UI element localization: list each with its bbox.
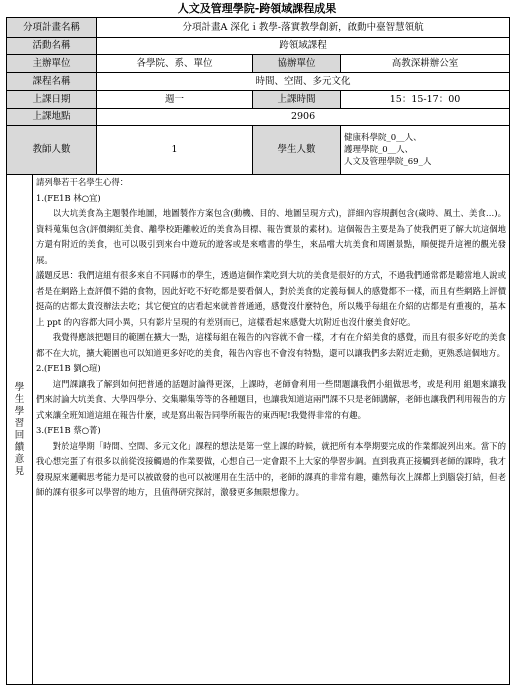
time-value: 15：15-17：00 — [341, 91, 510, 109]
teachers-label: 教師人數 — [7, 126, 97, 175]
plan-value: 分項計畫A 深化ｉ教學-落實教學創新，啟動中臺智慧領航 — [97, 18, 510, 38]
students-line: 護理學院_0__人、 — [344, 145, 414, 155]
organizer-row — [7, 55, 510, 73]
co-organizer-label: 協辦單位 — [253, 55, 341, 73]
feedback-paragraph: 我覺得應該把題目的範圍在擴大一點，這樣每組在報告的內容就不會一樣，才有在介紹美食的感覺，而且有很多好吃的美食都不在大坑，擴大範圍也可以知道更多好吃的美食，報告內容也不會沒有特點，還可以讓我們多去附近走動，更熟悉這個地方。 — [36, 332, 507, 358]
activity-label: 活動名稱 — [7, 38, 97, 55]
feedback-side-label — [7, 175, 33, 685]
feedback-paragraph: 對於這學期「時間、空間、多元文化」課程的想法是第一堂上課的時候，就把所有本學期要完成的作業都說列出來。當下的我心想完蛋了有很多以前從沒接觸過的作業要做，心想自己一定會跟不上大家的學習步調。直到我真正接觸到老師的課時，我才發現原來邏輯思考能力是可以被啟發的也可以被運用在生活中的，老師的課真的非常有趣，雖然每次上課都上到腦袋打結，但老師的課有很多可以學習的地方，且值得研究探討，激發更多無限想像力。 — [36, 440, 507, 497]
date-value: 週一 — [97, 91, 253, 109]
activity-row — [7, 38, 510, 55]
students-line: 人文及管理學院_69_人 — [344, 157, 432, 167]
teachers-value: 1 — [97, 126, 253, 175]
course-record-table — [6, 17, 510, 685]
feedback-row — [7, 175, 510, 685]
feedback-paragraph: 這門課讓我了解到如何把普通的話題討論得更深，上課時，老師會利用一些問題讓我們小組做思考，或是利用 組題來讓我們來討論大坑美食、大學四學分、交集聯集等等的各種題目，也讓我知道這兩門課不只是老師講解，老師也讓我們利用報告的方式來讓全班知道這組在報告什麼，或是寫出報告同學所報告的東西呢!我覺得非常的有趣。 — [36, 378, 507, 420]
feedback-entry-heading: 2.(FE1B 劉○瑄) — [36, 363, 101, 373]
students-line: 健康科學院_0__人、 — [344, 133, 422, 143]
location-value: 2906 — [97, 109, 510, 126]
co-organizer-value: 高教深耕辦公室 — [341, 55, 510, 73]
feedback-entry-heading: 3.(FE1B 蔡○菁) — [36, 425, 101, 435]
page-title: 人文及管理學院-跨領域課程成果 — [177, 2, 337, 15]
plan-row — [7, 18, 510, 38]
activity-value: 跨領域課程 — [97, 38, 510, 55]
students-breakdown — [341, 126, 510, 175]
time-label: 上課時間 — [253, 91, 341, 109]
plan-label: 分項計畫名稱 — [7, 18, 97, 38]
schedule-row — [7, 91, 510, 109]
feedback-content — [33, 175, 510, 685]
date-label: 上課日期 — [7, 91, 97, 109]
students-label: 學生人數 — [253, 126, 341, 175]
feedback-entry-heading: 1.(FE1B 林○宜) — [36, 192, 101, 203]
course-value: 時間、空間、多元文化 — [97, 73, 510, 91]
feedback-side-label-text: 學生學習回饋意見 — [14, 381, 25, 477]
feedback-intro: 請列舉若干名學生心得： — [36, 177, 129, 187]
organizer-label: 主辦單位 — [7, 55, 97, 73]
headcount-row — [7, 126, 510, 175]
feedback-paragraph: 以大坑美食為主題製作地圖，地圖製作方案包含(動機、目的、地圖呈現方式)，詳細內容規劃包含(歲時、風土、美食…)。資料蒐集包含(評價網紅美食、離學校距離較近的美食為目標、報告實景的素材)。這個報告主要是為了使我們更了解大坑這個地方還有附近的美食，也可以吸引到來台中遊玩的遊客或是來嚐書的學生，來品嚐大坑美食和周圍景點，順便提升這裡的觀光發展。 — [36, 208, 507, 265]
feedback-paragraph: 議題反思：我們這組有很多來自不同縣市的學生，透過這個作業吃到大坑的美食是很好的方式，不過我們通常都是聽當地人說或者是在網路上查評價不錯的食物，因此好吃不好吃都是要看個人，對於美食的定義每個人的感覺都不一樣，而且有些網路上評價挺高的店都太貴沒辦法去吃；其它便宜的店看起來就普普通通，感覺沒什麼特色，所以幾乎每組在介紹的店都是有重複的，基本上 ppt 的內容都大同小異，只有影片呈現的有差別而已，這樣看起來感覺大坑附近也沒什麼美食好吃。 — [36, 270, 507, 327]
location-label: 上課地點 — [7, 109, 97, 126]
course-label: 課程名稱 — [7, 73, 97, 91]
location-row — [7, 109, 510, 126]
organizer-value: 各學院、系、單位 — [97, 55, 253, 73]
course-row — [7, 73, 510, 91]
